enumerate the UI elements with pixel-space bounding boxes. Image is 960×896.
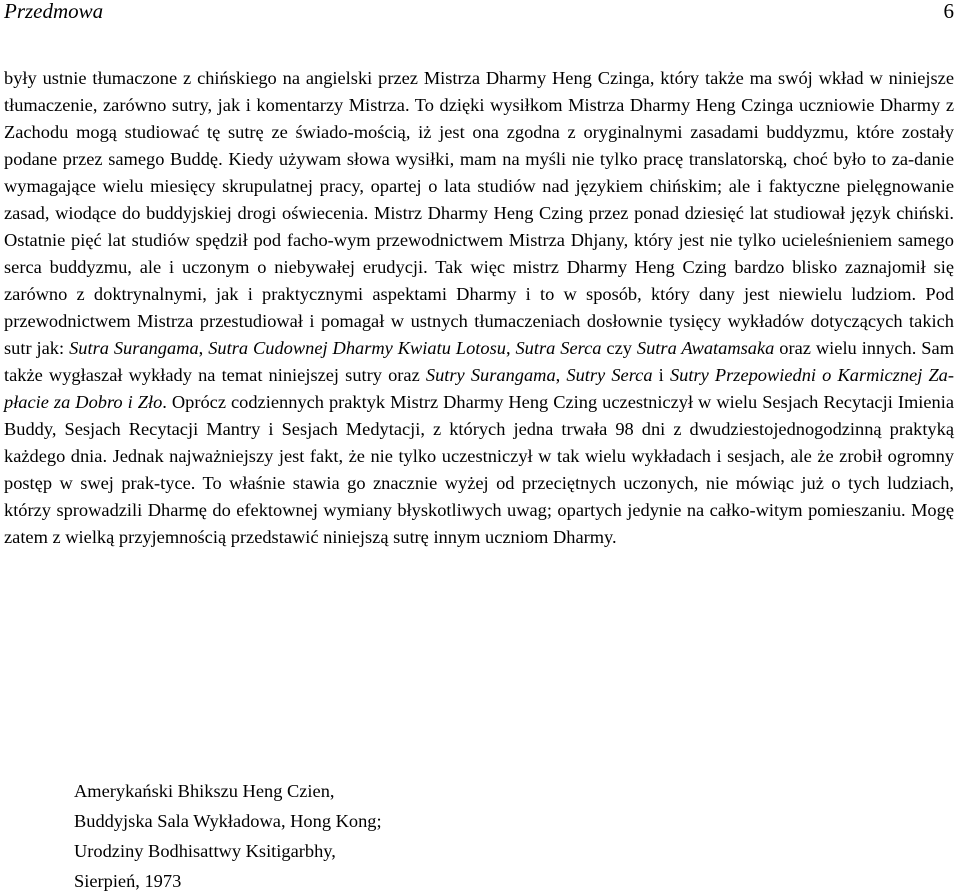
work-title: Sutra Serca: [515, 338, 602, 358]
signature-occasion: Urodziny Bodhisattwy Ksitigarbhy,: [74, 841, 336, 861]
chapter-title: Przedmowa: [4, 0, 104, 23]
text-run: oraz wielu innych. Sam także wygłaszał wykłady na temat niniejszej sutry oraz: [4, 338, 954, 385]
text-run: . Oprócz codziennych praktyk Mistrz Dharmy Heng Czing uczestniczył w wielu Sesjach Recytacji Imienia Buddy, Sesjach Recytacji Mantry i Sesjach Medytacji, z których jedna trwała 98 dni z dwudziestojednogodzinną praktyką każdego dnia. Jednak najważniejszy jest fakt, że nie tylko uczestniczył w tak wielu wykładach i sesjach, ale że zrobił ogromny postęp w swej prak-tyce. To właśnie stawia go znacznie wyżej od przeciętnych uczonych, nie mówiąc już o tych ludziach, którzy sprowadzili Dharmę do efektownej wymiany błyskotliwych uwag; opartych jedynie na całko-witym pomieszaniu. Mogę zatem z wielką przyjemnością przedstawić niniejszą sutrę innym uczniom Dharmy.: [4, 392, 954, 547]
body-paragraph: [4, 65, 954, 551]
work-title: Sutra Awatamsaka: [636, 338, 775, 358]
document-page: [4, 0, 954, 891]
work-title: Sutry Surangama: [425, 365, 556, 385]
running-header: [4, 0, 954, 30]
signature-place: Buddyjska Sala Wykładowa, Hong Kong;: [74, 811, 382, 831]
text-run: czy: [601, 338, 637, 358]
work-title: Sutra Surangama: [69, 338, 199, 358]
signature-block: [74, 776, 382, 896]
signature-author: Amerykański Bhikszu Heng Czien,: [74, 781, 335, 801]
work-title: Sutra Cudownej Dharmy Kwiatu Lotosu: [208, 338, 506, 358]
text-run: i: [652, 365, 670, 385]
page-number: 6: [943, 0, 954, 23]
text-run: były ustnie tłumaczone z chińskiego na angielski przez Mistrza Dharmy Heng Czinga, który także ma swój wkład w niniejsze tłumaczenie, zarówno sutry, jak i komentarzy Mistrza. To dzięki wysiłkom Mistrza Dharmy Heng Czinga uczniowie Dharmy z Zachodu mogą studiować tę sutrę ze świado-mością, iż jest ona zgodna z oryginalnymi zasadami buddyzmu, które zostały podane przez samego Buddę. Kiedy używam słowa wysiłki, mam na myśli nie tylko pracę translatorską, choć było to za-danie wymagające wielu miesięcy skrupulatnej pracy, opartej o lata studiów nad językiem chińskim; ale i faktyczne pielęgnowanie zasad, wiodące do buddyjskiej drogi oświecenia. Mistrz Dharmy Heng Czing przez ponad dziesięć lat studiował język chiński. Ostatnie pięć lat studiów spędził pod facho-wym przewodnictwem Mistrza Dhjany, który jest nie tylko ucieleśnieniem samego serca buddyzmu, ale i uczonym o niebywałej erudycji. Tak więc mistrz Dharmy Heng Czing bardzo blisko zaznajomił się zarówno z doktrynalnymi, jak i praktycznymi aspektami Dharmy i to w sposób, który dany jest niewielu ludziom. Pod przewodnictwem Mistrza przestudiował i pomagał w ustnych tłumaczeniach dosłownie tysięcy wykładów dotyczących takich sutr jak:: [4, 68, 954, 358]
text-run: ,: [198, 338, 209, 358]
work-title: Sutry Serca: [566, 365, 653, 385]
text-run: ,: [505, 338, 516, 358]
work-title: Sutry Przepowiedni o Karmicznej Za-płacie za Dobro i Zło: [4, 365, 954, 412]
signature-date: Sierpień, 1973: [74, 871, 182, 891]
text-run: ,: [555, 365, 567, 385]
